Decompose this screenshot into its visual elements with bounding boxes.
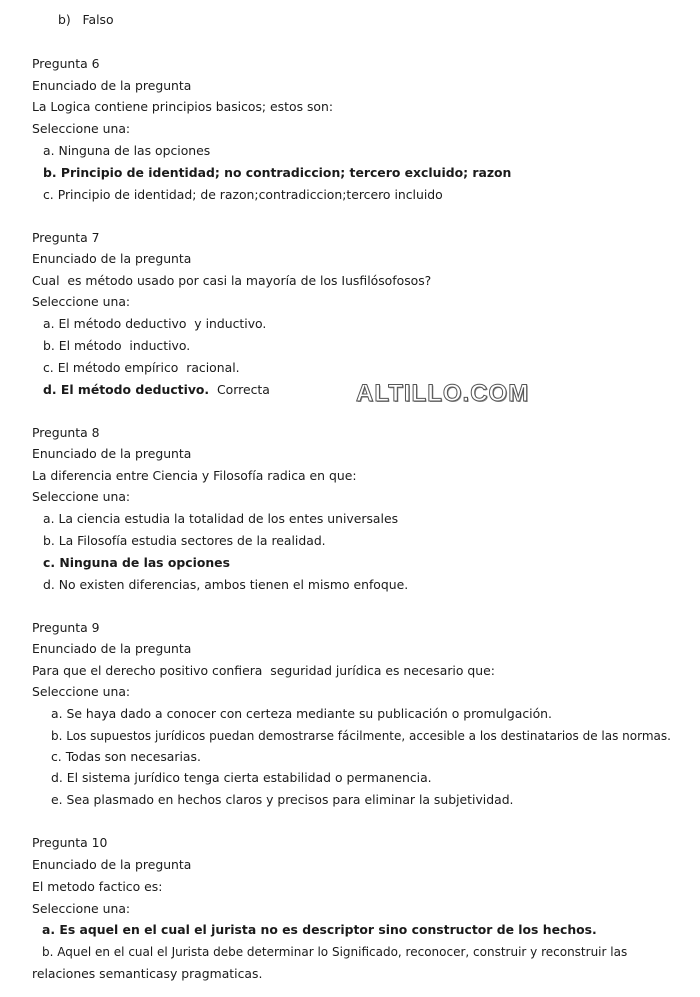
watermark-logo: ALTILLO.COM — [356, 380, 530, 407]
q7-option-d-text: d. El método deductivo. — [43, 382, 210, 397]
q7-select-label: Seleccione una: — [32, 294, 131, 309]
q8-option-d: d. No existen diferencias, ambos tienen el mismo enfoque. — [43, 577, 409, 592]
q9-option-e: e. Sea plasmado en hechos claros y precisos para eliminar la subjetividad. — [51, 792, 514, 807]
q10-option-b: b. Aquel en el cual el Jurista debe determinar lo Significado, reconocer, construir y reconstruir las — [42, 945, 628, 959]
q9-option-b: b. Los supuestos jurídicos puedan demostrarse fácilmente, accesible a los destinatarios de las normas. — [51, 729, 671, 743]
q10-title: Pregunta 10 — [32, 835, 108, 850]
q6-title: Pregunta 6 — [32, 56, 100, 71]
q6-option-b: b. Principio de identidad; no contradiccion; tercero excluido; razon — [43, 165, 512, 180]
q9-title: Pregunta 9 — [32, 620, 100, 635]
q10-question: El metodo factico es: — [32, 879, 163, 894]
q6-option-a: a. Ninguna de las opciones — [43, 143, 211, 158]
q10-select-label: Seleccione una: — [32, 901, 131, 916]
q10-option-b-continuation: relaciones semanticasy pragmaticas. — [32, 966, 263, 981]
q9-question: Para que el derecho positivo confiera seguridad jurídica es necesario que: — [32, 663, 495, 678]
previous-option-b: b) Falso — [58, 12, 114, 27]
q8-option-b: b. La Filosofía estudia sectores de la realidad. — [43, 533, 326, 548]
q7-title: Pregunta 7 — [32, 230, 100, 245]
q7-option-a: a. El método deductivo y inductivo. — [43, 316, 267, 331]
q7-correct-mark: Correcta — [209, 382, 270, 397]
q10-option-a: a. Es aquel en el cual el jurista no es descriptor sino constructor de los hechos. — [42, 922, 597, 937]
q9-option-a: a. Se haya dado a conocer con certeza mediante su publicación o promulgación. — [51, 706, 552, 721]
q6-select-label: Seleccione una: — [32, 121, 131, 136]
q9-option-c: c. Todas son necesarias. — [51, 749, 201, 764]
q8-statement-label: Enunciado de la pregunta — [32, 446, 192, 461]
q9-select-label: Seleccione una: — [32, 684, 131, 699]
q8-question: La diferencia entre Ciencia y Filosofía radica en que: — [32, 468, 357, 483]
q6-question: La Logica contiene principios basicos; estos son: — [32, 99, 334, 114]
q8-option-c: c. Ninguna de las opciones — [43, 555, 230, 570]
q8-option-a: a. La ciencia estudia la totalidad de los entes universales — [43, 511, 399, 526]
q9-statement-label: Enunciado de la pregunta — [32, 641, 192, 656]
q7-option-c: c. El método empírico racional. — [43, 360, 240, 375]
q8-title: Pregunta 8 — [32, 425, 100, 440]
q7-option-b: b. El método inductivo. — [43, 338, 191, 353]
q7-statement-label: Enunciado de la pregunta — [32, 251, 192, 266]
q7-option-d — [43, 382, 270, 398]
q6-option-c: c. Principio de identidad; de razon;contradiccion;tercero incluido — [43, 187, 443, 202]
q9-option-d: d. El sistema jurídico tenga cierta estabilidad o permanencia. — [51, 770, 432, 785]
q8-select-label: Seleccione una: — [32, 489, 131, 504]
q10-statement-label: Enunciado de la pregunta — [32, 857, 192, 872]
q6-statement-label: Enunciado de la pregunta — [32, 78, 192, 93]
q7-question: Cual es método usado por casi la mayoría de los Iusfilósofosos? — [32, 273, 432, 288]
